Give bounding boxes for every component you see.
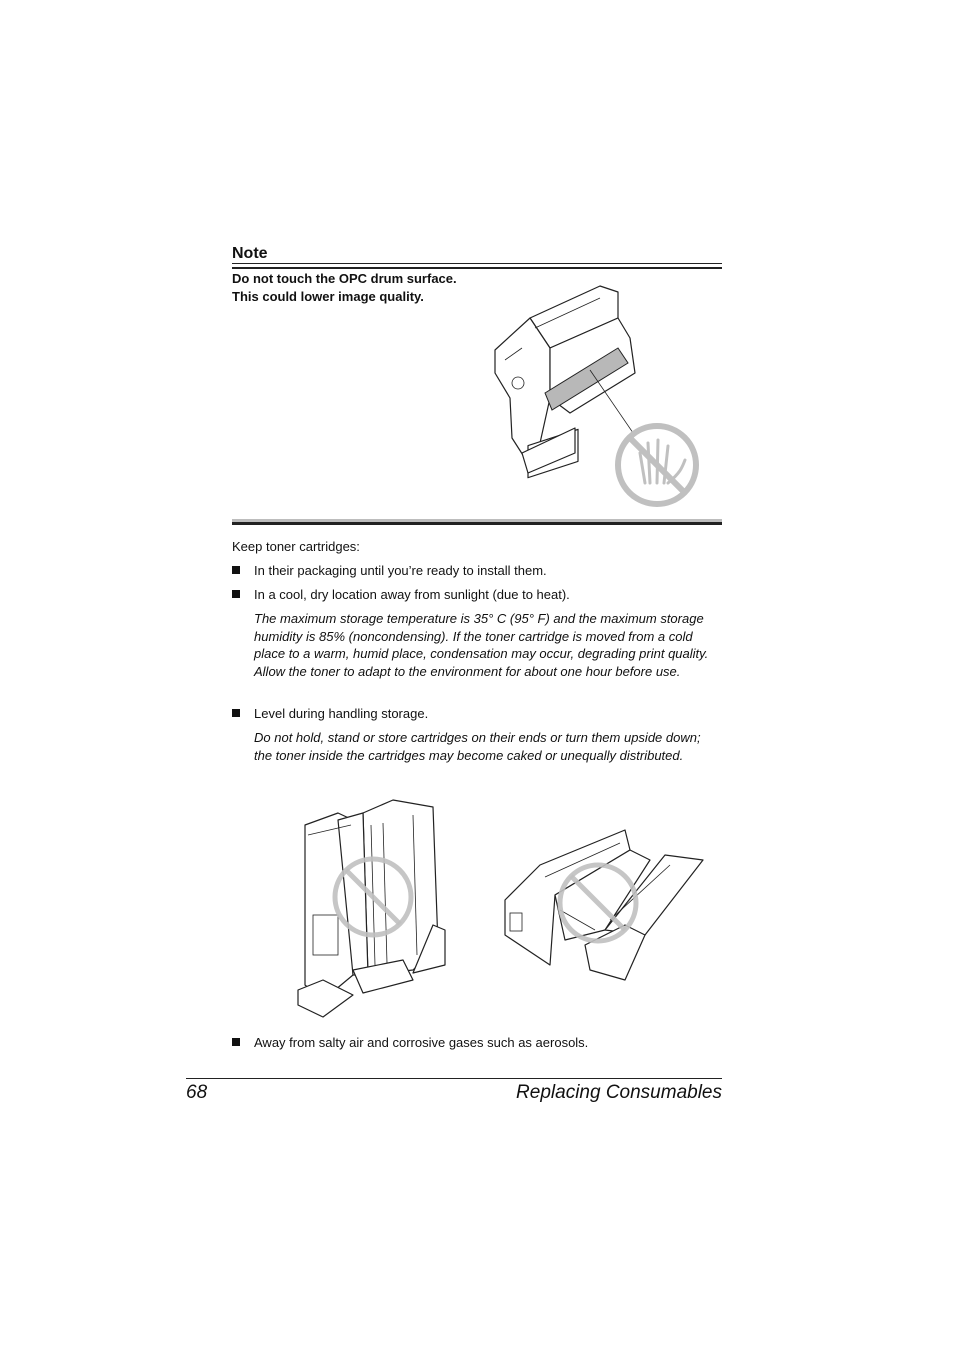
- upright-cartridge-illustration: [293, 795, 453, 1020]
- opc-drum-illustration: [490, 278, 705, 513]
- note-text: Do not touch the OPC drum surface. This could lower image quality.: [232, 271, 457, 304]
- note-rule-bottom: [232, 522, 722, 525]
- bullet-icon: [232, 590, 240, 598]
- list-item: In a cool, dry location away from sunlight (due to heat).: [232, 586, 722, 604]
- upside-down-cartridge-illustration: [495, 825, 707, 985]
- note-rule-top-thick: [232, 267, 722, 269]
- footer-rule: [186, 1078, 722, 1079]
- list-item: In their packaging until you’re ready to install them.: [232, 562, 722, 580]
- list-item: Away from salty air and corrosive gases such as aerosols.: [232, 1034, 722, 1052]
- list-item: Level during handling storage.: [232, 705, 722, 723]
- page-number: 68: [186, 1082, 208, 1103]
- note-rule-top: [232, 263, 722, 264]
- intro-text: Keep toner cartridges:: [232, 539, 360, 554]
- bullet-icon: [232, 566, 240, 574]
- note-title: Note: [232, 245, 268, 262]
- section-title: Replacing Consumables: [516, 1082, 722, 1103]
- bullet-icon: [232, 709, 240, 717]
- no-touch-hand-icon: [618, 426, 696, 504]
- bullet-icon: [232, 1038, 240, 1046]
- handling-detail-text: Do not hold, stand or store cartridges on their ends or turn them upside down; the toner inside the cartridges may become caked or unequally distributed.: [254, 730, 701, 763]
- storage-detail-text: The maximum storage temperature is 35° C (95° F) and the maximum storage humidity is 85% (noncondensing). If the toner cartridge is moved from a cold place to a warm, humid place, condensation may occur, degrading print quality. Allow the toner to adapt to the environment for about one hour before use.: [254, 611, 709, 679]
